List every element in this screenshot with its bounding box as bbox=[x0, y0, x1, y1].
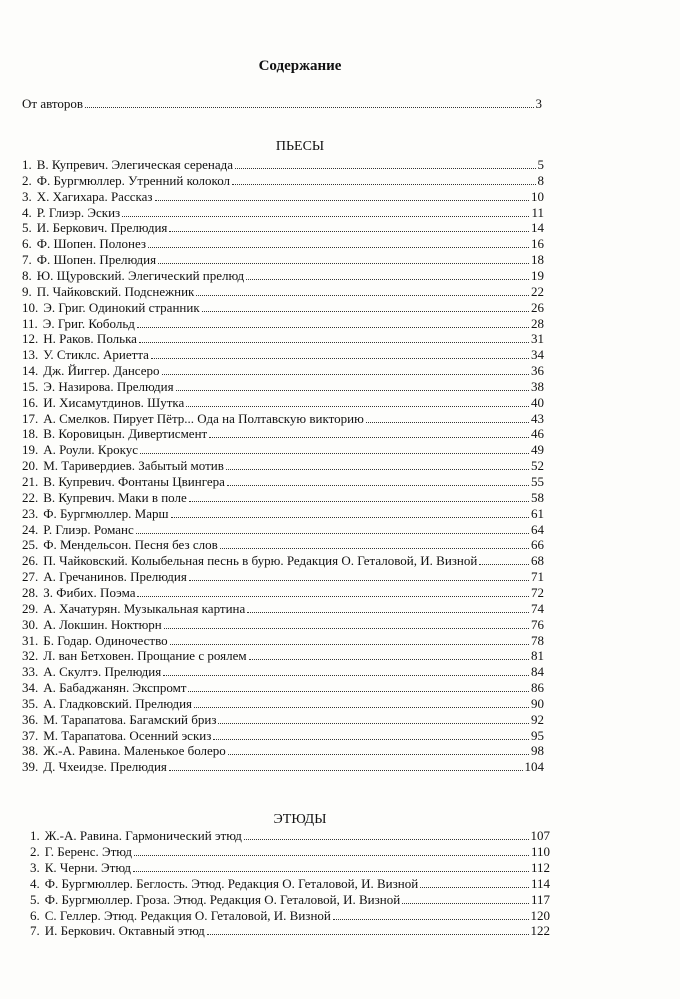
dot-leader bbox=[232, 183, 535, 185]
entry-number: 12. bbox=[22, 331, 39, 347]
section-title-etudes: ЭТЮДЫ bbox=[273, 812, 327, 827]
entry-title: Г. Беренс. Этюд bbox=[44, 843, 132, 859]
entry-number: 4. bbox=[30, 875, 40, 891]
entry-page: 36 bbox=[531, 363, 544, 379]
dot-leader bbox=[140, 452, 529, 454]
entry-number: 5. bbox=[22, 220, 32, 236]
entry-page: 78 bbox=[531, 632, 544, 648]
toc-entry bbox=[30, 826, 550, 843]
toc-entry bbox=[22, 757, 544, 774]
dot-leader bbox=[226, 468, 529, 470]
dot-leader bbox=[333, 918, 529, 920]
dot-leader bbox=[479, 563, 529, 565]
entry-title: Б. Годар. Одиночество bbox=[43, 632, 168, 648]
entry-number: 31. bbox=[22, 632, 39, 648]
dot-leader bbox=[249, 658, 529, 660]
entry-title: З. Фибих. Поэма bbox=[43, 584, 136, 600]
toc-entry bbox=[22, 424, 544, 441]
entry-number: 1. bbox=[30, 828, 40, 843]
entry-page: 61 bbox=[531, 505, 544, 521]
entry-number: 23. bbox=[22, 505, 39, 521]
toc-entry bbox=[22, 187, 544, 204]
toc-entry bbox=[22, 440, 544, 457]
entry-page: 16 bbox=[531, 236, 544, 252]
entry-title: И. Беркович. Октавный этюд bbox=[44, 923, 205, 939]
entry-number: 21. bbox=[22, 474, 39, 489]
dot-leader bbox=[137, 326, 529, 328]
entry-page: 81 bbox=[531, 648, 544, 664]
entry-title: Ж.-А. Равина. Гармонический этюд bbox=[44, 828, 242, 843]
dot-leader bbox=[169, 230, 529, 232]
entry-number: 17. bbox=[22, 410, 39, 426]
entry-number: 28. bbox=[22, 584, 39, 600]
dot-leader bbox=[155, 199, 529, 201]
entry-title: Э. Назирова. Прелюдия bbox=[43, 378, 174, 394]
entry-title: Д. Чхеидзе. Прелюдия bbox=[43, 759, 167, 775]
toc-entry bbox=[22, 646, 544, 663]
dot-leader bbox=[163, 674, 529, 676]
entry-number: 8. bbox=[22, 267, 32, 283]
entry-number: 9. bbox=[22, 283, 32, 299]
dot-leader bbox=[213, 738, 529, 740]
toc-entry bbox=[22, 599, 544, 616]
entry-title: С. Геллер. Этюд. Редакция О. Геталовой, И. Визной bbox=[44, 907, 331, 923]
toc-entry bbox=[30, 921, 550, 938]
entry-title: Ф. Бургмюллер. Гроза. Этюд. Редакция О. Геталовой, И. Визной bbox=[44, 891, 401, 907]
entry-page: 38 bbox=[531, 378, 544, 394]
entry-page: 71 bbox=[531, 569, 544, 585]
dot-leader bbox=[122, 215, 529, 217]
entry-number: 5. bbox=[30, 891, 40, 907]
toc-entry bbox=[22, 171, 544, 188]
entry-title: Ж.-А. Равина. Маленькое болеро bbox=[43, 743, 226, 759]
dot-leader bbox=[402, 902, 529, 904]
toc-entry bbox=[22, 409, 544, 426]
entry-title: Ю. Щуровский. Элегический прелюд bbox=[36, 267, 245, 283]
entry-page: 122 bbox=[530, 923, 550, 939]
toc-entry bbox=[30, 890, 550, 907]
entry-page: 86 bbox=[531, 680, 544, 696]
toc-entry bbox=[22, 551, 544, 568]
toc-entry bbox=[30, 906, 550, 923]
dot-leader bbox=[176, 389, 529, 391]
entry-number: 2. bbox=[30, 843, 40, 859]
toc-entry bbox=[22, 155, 544, 172]
dot-leader bbox=[220, 547, 529, 549]
dot-leader bbox=[244, 838, 529, 840]
entry-number: 11. bbox=[22, 315, 38, 331]
entry-number: 27. bbox=[22, 569, 39, 585]
dot-leader bbox=[247, 611, 529, 613]
entry-page: 46 bbox=[531, 426, 544, 442]
entry-title: М. Тарапатова. Багамский бриз bbox=[43, 711, 217, 727]
entry-title: Х. Хагихара. Рассказ bbox=[36, 188, 153, 204]
dot-leader bbox=[158, 262, 529, 264]
entry-title: Дж. Йиггер. Дансеро bbox=[43, 363, 160, 379]
entry-number: 19. bbox=[22, 442, 39, 458]
entry-title: К. Черни. Этюд bbox=[44, 859, 131, 875]
dot-leader bbox=[189, 500, 529, 502]
toc-entry bbox=[22, 710, 544, 727]
toc-entry bbox=[22, 456, 544, 473]
entry-page: 52 bbox=[531, 458, 544, 474]
entry-page: 58 bbox=[531, 489, 544, 505]
entry-title: Р. Глиэр. Эскиз bbox=[36, 204, 121, 220]
dot-leader bbox=[186, 405, 529, 407]
entry-number: 38. bbox=[22, 743, 39, 759]
toc-entry bbox=[22, 678, 544, 695]
entry-number: 2. bbox=[22, 172, 32, 188]
dot-leader bbox=[137, 595, 529, 597]
entry-title: Ф. Шопен. Прелюдия bbox=[36, 252, 157, 268]
entry-number: 36. bbox=[22, 711, 39, 727]
toc-entry bbox=[22, 472, 544, 489]
toc-entry bbox=[22, 631, 544, 648]
dot-leader bbox=[170, 643, 529, 645]
entry-number: 14. bbox=[22, 363, 39, 379]
entry-page: 74 bbox=[531, 600, 544, 616]
toc-entry bbox=[22, 345, 544, 362]
page-title: Содержание bbox=[258, 58, 342, 74]
toc-entry bbox=[22, 218, 544, 235]
entry-number: 7. bbox=[22, 252, 32, 268]
dot-leader bbox=[162, 373, 529, 375]
entry-number: 15. bbox=[22, 378, 39, 394]
dot-leader bbox=[209, 436, 529, 438]
entry-title: От авторов bbox=[22, 96, 84, 111]
entry-number: 10. bbox=[22, 299, 39, 315]
entry-title: И. Беркович. Прелюдия bbox=[36, 220, 168, 236]
entry-title: П. Чайковский. Подснежник bbox=[36, 283, 195, 299]
entry-page: 26 bbox=[531, 299, 544, 315]
entry-number: 26. bbox=[22, 553, 39, 569]
toc-entry bbox=[22, 393, 544, 410]
dot-leader bbox=[133, 870, 529, 872]
dot-leader bbox=[139, 341, 529, 343]
entry-number: 16. bbox=[22, 394, 39, 410]
dot-leader bbox=[188, 690, 529, 692]
entry-page: 107 bbox=[530, 828, 550, 843]
entry-number: 6. bbox=[30, 907, 40, 923]
entry-title: Ф. Бургмюллер. Марш bbox=[43, 505, 169, 521]
dot-leader bbox=[171, 516, 529, 518]
entry-number: 6. bbox=[22, 236, 32, 252]
entry-page: 90 bbox=[531, 695, 544, 711]
entry-page: 84 bbox=[531, 664, 544, 680]
entry-page: 10 bbox=[531, 188, 544, 204]
entry-number: 34. bbox=[22, 680, 39, 696]
toc-entry bbox=[22, 694, 544, 711]
entry-number: 33. bbox=[22, 664, 39, 680]
toc-entry bbox=[22, 520, 544, 537]
toc-entry bbox=[22, 282, 544, 299]
entry-page: 76 bbox=[531, 616, 544, 632]
entry-page: 43 bbox=[531, 410, 544, 426]
toc-entry bbox=[22, 741, 544, 758]
entry-title: А. Смелков. Пирует Пётр... Ода на Полтавскую викторию bbox=[43, 410, 364, 426]
entry-title: Ф. Мендельсон. Песня без слов bbox=[43, 537, 218, 553]
toc-entry bbox=[22, 615, 544, 632]
entry-page: 22 bbox=[531, 283, 544, 299]
entry-number: 18. bbox=[22, 426, 39, 442]
entry-page: 64 bbox=[531, 521, 544, 537]
dot-leader bbox=[148, 246, 529, 248]
dot-leader bbox=[202, 310, 529, 312]
entry-page: 49 bbox=[531, 442, 544, 458]
entry-number: 13. bbox=[22, 347, 39, 363]
toc-entry bbox=[22, 329, 544, 346]
toc-entry bbox=[22, 504, 544, 521]
dot-leader bbox=[164, 627, 529, 629]
dot-leader bbox=[246, 278, 529, 280]
entry-number: 1. bbox=[22, 157, 32, 172]
dot-leader bbox=[420, 886, 529, 888]
entry-page: 5 bbox=[537, 157, 544, 172]
toc-entry-intro bbox=[22, 94, 542, 111]
entry-number: 32. bbox=[22, 648, 39, 664]
entry-title: П. Чайковский. Колыбельная песнь в бурю. Редакция О. Геталовой, И. Визной bbox=[43, 553, 478, 569]
entry-page: 14 bbox=[531, 220, 544, 236]
entry-title: Ф. Бургмюллер. Беглость. Этюд. Редакция О. Геталовой, И. Визной bbox=[44, 875, 419, 891]
entry-page: 28 bbox=[531, 315, 544, 331]
dot-leader bbox=[235, 167, 535, 169]
entry-title: Ф. Бургмюллер. Утренний колокол bbox=[36, 172, 231, 188]
toc-entry bbox=[22, 314, 544, 331]
entry-page: 68 bbox=[531, 553, 544, 569]
toc-entry bbox=[22, 203, 544, 220]
entry-page: 117 bbox=[530, 891, 550, 907]
entry-title: А. Хачатурян. Музыкальная картина bbox=[43, 600, 246, 616]
entry-title: А. Гладковский. Прелюдия bbox=[43, 695, 193, 711]
entry-page: 95 bbox=[531, 727, 544, 743]
entry-page: 18 bbox=[531, 252, 544, 268]
dot-leader bbox=[227, 484, 529, 486]
entry-page: 98 bbox=[531, 743, 544, 759]
dot-leader bbox=[169, 769, 523, 771]
entry-page: 31 bbox=[531, 331, 544, 347]
toc-entry bbox=[22, 567, 544, 584]
entry-page: 114 bbox=[530, 875, 550, 891]
entry-title: Ф. Шопен. Полонез bbox=[36, 236, 147, 252]
dot-leader bbox=[136, 532, 529, 534]
entry-number: 35. bbox=[22, 695, 39, 711]
entry-title: А. Локшин. Ноктюрн bbox=[43, 616, 162, 632]
entry-title: В. Купревич. Маки в поле bbox=[43, 489, 187, 505]
entry-number: 22. bbox=[22, 489, 39, 505]
entry-title: В. Коровицын. Дивертисмент bbox=[43, 426, 208, 442]
entry-title: Э. Григ. Одинокий странник bbox=[43, 299, 200, 315]
entry-page: 8 bbox=[537, 172, 544, 188]
entry-page: 92 bbox=[531, 711, 544, 727]
entry-number: 4. bbox=[22, 204, 32, 220]
entry-page: 11 bbox=[531, 204, 544, 220]
entry-number: 7. bbox=[30, 923, 40, 939]
toc-entry bbox=[22, 361, 544, 378]
dot-leader bbox=[207, 933, 529, 935]
entry-number: 29. bbox=[22, 600, 39, 616]
entry-page: 112 bbox=[530, 859, 550, 875]
entry-number: 25. bbox=[22, 537, 39, 553]
entry-page: 3 bbox=[535, 96, 542, 111]
entry-title: М. Таривердиев. Забытый мотив bbox=[43, 458, 224, 474]
entry-title: А. Роули. Крокус bbox=[43, 442, 138, 458]
entry-title: В. Купревич. Элегическая серенада bbox=[36, 157, 234, 172]
toc-entry bbox=[22, 377, 544, 394]
toc-entry bbox=[30, 842, 550, 859]
entry-page: 19 bbox=[531, 267, 544, 283]
dot-leader bbox=[366, 421, 529, 423]
toc-entry bbox=[30, 874, 550, 891]
toc-entry bbox=[22, 583, 544, 600]
entry-page: 120 bbox=[530, 907, 550, 923]
entry-title: А. Скултэ. Прелюдия bbox=[43, 664, 162, 680]
entry-title: Р. Глиэр. Романс bbox=[43, 521, 134, 537]
entry-title: Э. Григ. Кобольд bbox=[42, 315, 135, 331]
dot-leader bbox=[85, 106, 533, 108]
entry-title: Н. Раков. Полька bbox=[43, 331, 137, 347]
entry-page: 110 bbox=[530, 843, 550, 859]
entry-title: А. Бабаджанян. Экспромт bbox=[43, 680, 187, 696]
entry-page: 40 bbox=[531, 394, 544, 410]
dot-leader bbox=[134, 854, 529, 856]
section-title-pieces: ПЬЕСЫ bbox=[275, 139, 325, 154]
dot-leader bbox=[196, 294, 529, 296]
toc-entry bbox=[22, 662, 544, 679]
entry-title: В. Купревич. Фонтаны Цвингера bbox=[43, 474, 225, 489]
entry-number: 3. bbox=[22, 188, 32, 204]
entry-title: А. Гречанинов. Прелюдия bbox=[43, 569, 187, 585]
entry-title: Л. ван Бетховен. Прощание с роялем bbox=[43, 648, 247, 664]
entry-number: 39. bbox=[22, 759, 39, 775]
entry-number: 3. bbox=[30, 859, 40, 875]
dot-leader bbox=[189, 579, 529, 581]
toc-entry bbox=[22, 250, 544, 267]
toc-entry bbox=[22, 535, 544, 552]
entry-number: 30. bbox=[22, 616, 39, 632]
entry-page: 34 bbox=[531, 347, 544, 363]
entry-page: 66 bbox=[531, 537, 544, 553]
dot-leader bbox=[194, 706, 529, 708]
entry-title: И. Хисамутдинов. Шутка bbox=[43, 394, 185, 410]
toc-entry bbox=[22, 266, 544, 283]
entry-title: М. Тарапатова. Осенний эскиз bbox=[43, 727, 212, 743]
dot-leader bbox=[218, 722, 529, 724]
toc-entry bbox=[22, 488, 544, 505]
toc-entry bbox=[22, 234, 544, 251]
entry-number: 24. bbox=[22, 521, 39, 537]
entry-page: 104 bbox=[524, 759, 544, 775]
entry-number: 20. bbox=[22, 458, 39, 474]
entry-page: 55 bbox=[531, 474, 544, 489]
toc-entry bbox=[22, 726, 544, 743]
entry-page: 72 bbox=[531, 584, 544, 600]
dot-leader bbox=[228, 753, 529, 755]
toc-entry bbox=[30, 858, 550, 875]
toc-entry bbox=[22, 298, 544, 315]
entry-title: У. Стиклс. Ариетта bbox=[43, 347, 149, 363]
dot-leader bbox=[151, 357, 529, 359]
entry-number: 37. bbox=[22, 727, 39, 743]
